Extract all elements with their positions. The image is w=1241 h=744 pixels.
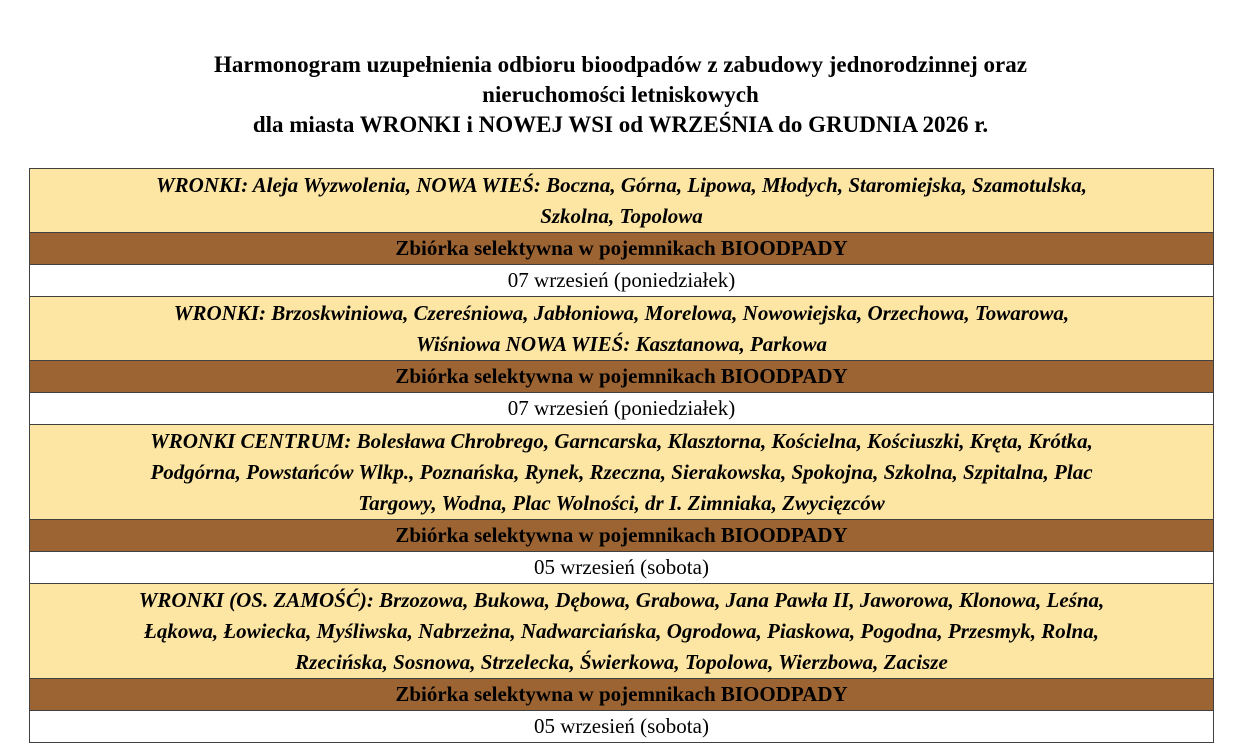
streets-line: Wiśniowa NOWA WIEŚ: Kasztanowa, Parkowa (416, 332, 827, 356)
collection-method-row: Zbiórka selektywna w pojemnikach BIOODPADY (30, 679, 1213, 711)
collection-method-row: Zbiórka selektywna w pojemnikach BIOODPADY (30, 361, 1213, 393)
title-line-1: Harmonogram uzupełnienia odbioru bioodpadów z zabudowy jednorodzinnej oraz (214, 52, 1027, 77)
title-line-3: dla miasta WRONKI i NOWEJ WSI od WRZEŚNIA do GRUDNIA 2026 r. (252, 112, 989, 137)
streets-line: Podgórna, Powstańców Wlkp., Poznańska, Rynek, Rzeczna, Sierakowska, Spokojna, Szkolna, Szpitalna, Plac (150, 460, 1093, 484)
document-title (0, 50, 1241, 140)
streets-line: WRONKI (OS. ZAMOŚĆ): Brzozowa, Bukowa, Dębowa, Grabowa, Jana Pawła II, Jaworowa, Klonowa, Leśna, (138, 588, 1105, 612)
streets-row (30, 169, 1213, 233)
collection-date-row: 05 wrzesień (sobota) (30, 711, 1213, 743)
streets-line: Rzecińska, Sosnowa, Strzelecka, Świerkowa, Topolowa, Wierzbowa, Zacisze (295, 650, 948, 674)
streets-line: Łąkowa, Łowiecka, Myśliwska, Nabrzeżna, Nadwarciańska, Ogrodowa, Piaskowa, Pogodna, Przesmyk, Rolna, (144, 619, 1099, 643)
streets-row (30, 584, 1213, 679)
title-line-2: nieruchomości letniskowych (482, 82, 759, 107)
streets-line: WRONKI: Aleja Wyzwolenia, NOWA WIEŚ: Boczna, Górna, Lipowa, Młodych, Staromiejska, Szamotulska, (156, 173, 1087, 197)
streets-row (30, 297, 1213, 361)
streets-line: WRONKI: Brzoskwiniowa, Czereśniowa, Jabłoniowa, Morelowa, Nowowiejska, Orzechowa, Towarowa, (173, 301, 1070, 325)
streets-line: Targowy, Wodna, Plac Wolności, dr I. Zimniaka, Zwycięzców (358, 491, 885, 515)
streets-line: Szkolna, Topolowa (540, 204, 703, 228)
collection-method-row: Zbiórka selektywna w pojemnikach BIOODPADY (30, 233, 1213, 265)
streets-row (30, 425, 1213, 520)
collection-method-row: Zbiórka selektywna w pojemnikach BIOODPADY (30, 520, 1213, 552)
schedule-table (29, 168, 1214, 743)
collection-date-row: 07 wrzesień (poniedziałek) (30, 265, 1213, 297)
streets-line: WRONKI CENTRUM: Bolesława Chrobrego, Garncarska, Klasztorna, Kościelna, Kościuszki, Kręta, Krótka, (150, 429, 1093, 453)
collection-date-row: 05 wrzesień (sobota) (30, 552, 1213, 584)
collection-date-row: 07 wrzesień (poniedziałek) (30, 393, 1213, 425)
